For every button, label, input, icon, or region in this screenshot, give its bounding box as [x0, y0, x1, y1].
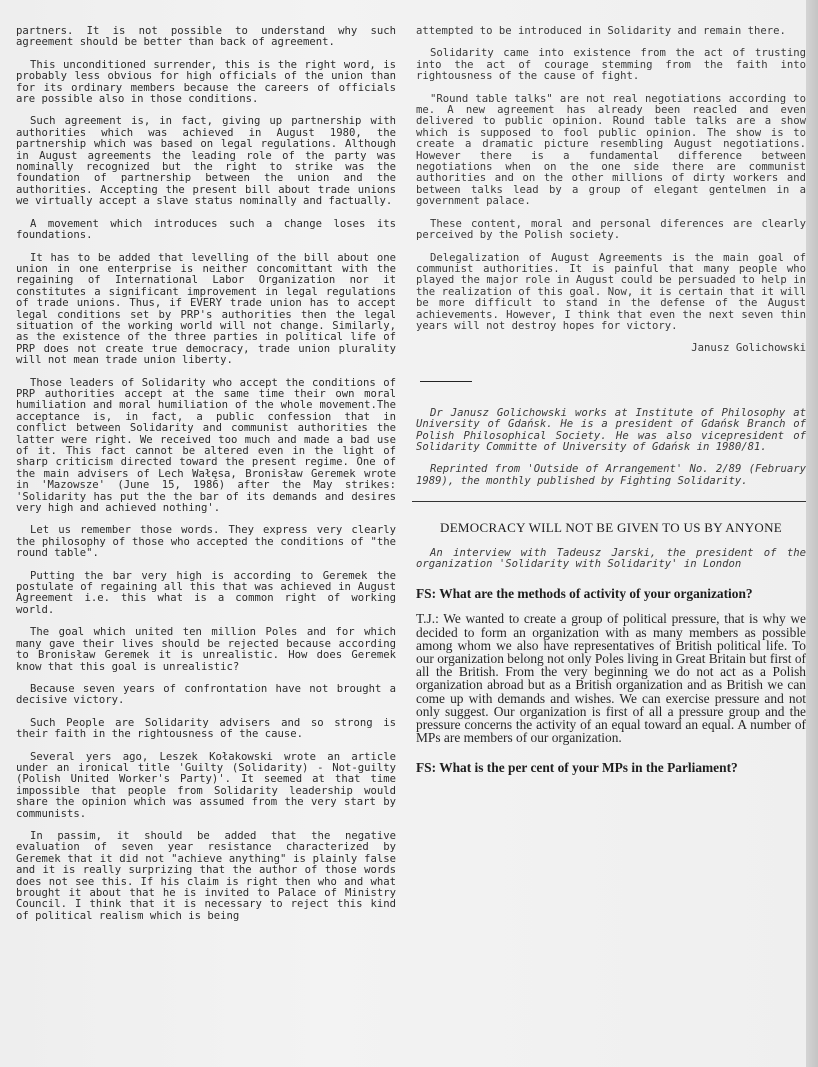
right-column — [416, 26, 806, 786]
short-divider — [420, 381, 472, 382]
paragraph: This unconditioned surrender, this is the right word, is probably less obvious for high officials of the union than for its ordinary members because the careers of officials are possible also in those conditions. — [16, 58, 396, 106]
paragraph: partners. It is not possible to understand why such agreement should be better than back of agreement. — [16, 25, 396, 49]
paragraph: Those leaders of Solidarity who accept the conditions of PRP authorities accept at the same time their own moral humiliation and moral humiliation of the whole movement.The acceptance is, in fact, a public confession that in conflict between Solidarity and communist authorities the latter were right. We received too much and made a bad use of it. This fact cannot be altered even in the light of sharp criticism directed toward the present regime. One of the main advisers of Lech Wałęsa, Bronisław Geremek wrote in 'Mazowsze' (June 15, 1986) after the May strikes: 'Solidarity has put the the bar of its demands and desires very high and achieved nothing'. — [16, 376, 396, 515]
interview-intro: An interview with Tadeusz Jarski, the president of the organization 'Solidarity with Solidarity' in London — [416, 546, 806, 570]
paragraph: "Round table talks" are not real negotiations according to me. A new agreement has already been reacled and even delivered to public opinion. Round table talks are a show which is supposed to fool public opinion. The show is to create a dramatic picture resembling August negotiations. However there is a fundamental difference between negotiations when on the one side there are communist authorities and on the other millions of dirty workers and between talks lead by a group of elegant gentelmen in a government palace. — [416, 92, 806, 208]
paragraph: Putting the bar very high is according to Geremek the postulate of regaining all this that was achieved in August Agreement i.e. this what is a common right of working world. — [16, 569, 396, 616]
paragraph: In passim, it should be added that the negative evaluation of seven year resistance characterized by Geremek that it did not "achieve anything" is plainly false and it is really surprizing that the author of those words does not see this. If his claim is right then who and what brought it about that he is invited to Palace of Ministry Council. I think that it is necessary to reject this kind of political realism which is being — [16, 829, 396, 922]
author-signature: Janusz Golichowski — [691, 342, 806, 355]
paragraph: Several yers ago, Leszek Kołakowski wrote an article under an ironical title 'Guilty (Solidarity) - Not-guilty (Polish United Worker's Party)'. It seemed at that time impossible that people from Solidarity leadership would share the opinion which was assumed from the very start by communists. — [16, 750, 396, 820]
interview-question: FS: What are the methods of activity of your organization? — [416, 586, 753, 602]
paragraph: Such People are Solidarity advisers and so strong is their faith in the rightousness of the cause. — [16, 716, 396, 741]
article-headline: DEMOCRACY WILL NOT BE GIVEN TO US BY ANYONE — [440, 520, 782, 536]
author-bio: Dr Janusz Golichowski works at Institute of Philosophy at University of Gdańsk. He is a president of Gdańsk Branch of Polish Philosophical Society. He was also vicepresident of Solidarity Committe of University of Gdańsk in 1980/81. — [416, 406, 806, 453]
paragraph: attempted to be introduced in Solidarity and remain there. — [416, 25, 786, 37]
paragraph: A movement which introduces such a change loses its foundations. — [16, 217, 396, 242]
paragraph: Because seven years of confrontation have not brought a decisive victory. — [16, 682, 396, 707]
paragraph: Such agreement is, in fact, giving up partnership with authorities which was achieved in August 1980, the partnership which was based on legal regulations. Although in August agreements the leading role of the party was nominally recognized but the right to strike was the foundation of partnership between the union and the authorities. Accepting the present bill about trade unions we virtually accept a slave status nominally and factually. — [16, 115, 396, 208]
paragraph: It has to be added that levelling of the bill about one union in one enterprise is neither concomittant with the regaining of International Labor Organization nor it constitutes a significant improvement in legal regulations of trade unions. Thus, if EVERY trade union has to accept legal conditions set by PRP's authorities then the legal situation of the working world will not change. Similarly, as the existence of the three parties in political life of PRP does not create true democracy, trade union plurality will not mean trade union liberty. — [16, 251, 396, 367]
page-edge-shadow — [806, 0, 818, 1067]
paragraph: The goal which united ten million Poles and for which many gave their lives should be rejected because according to Bronisław Geremek it is unrealistic. How does Geremek know that this goal is unrealistic? — [16, 626, 396, 673]
interview-question: FS: What is the per cent of your MPs in the Parliament? — [416, 760, 738, 776]
paragraph: Delegalization of August Agreements is the main goal of communist authorities. It is painful that many people who played the major role in August could be persuaded to help in the realization of this goal. Now, it is certain that it will be more difficult to stand in the defense of the August achievements. However, I think that even the next seven thin years will not destroy hopes for victory. — [416, 251, 806, 332]
paragraph: These content, moral and personal diferences are clearly perceived by the Polish society. — [416, 217, 806, 242]
section-divider — [412, 501, 806, 502]
reprint-note: Reprinted from 'Outside of Arrangement' No. 2/89 (February 1989), the monthly published by Fighting Solidarity. — [416, 463, 806, 487]
left-column — [16, 26, 396, 933]
interview-answer: T.J.: We wanted to create a group of political pressure, that is why we decided to form an organization with as many members as possible among whom we also have representatives of British political life. To our organization belong not only Poles living in Great Britain but first of all the British. From the very beginning we do not act as a Polish organization abroad but as a British organization and as British we can come up with demands and wishes. We can exercise pressure and not only suggest. Our organization is first of all a pressure group and the pressure concerns the activity of an equal toward an equal. A number of MPs are members of our organization. — [416, 611, 806, 746]
paragraph: Solidarity came into existence from the act of trusting into the act of courage stemming from the faith into rightousness of the cause of fight. — [416, 47, 806, 83]
paragraph: Let us remember those words. They express very clearly the philosophy of those who accepted the conditions of "the round table". — [16, 524, 396, 560]
